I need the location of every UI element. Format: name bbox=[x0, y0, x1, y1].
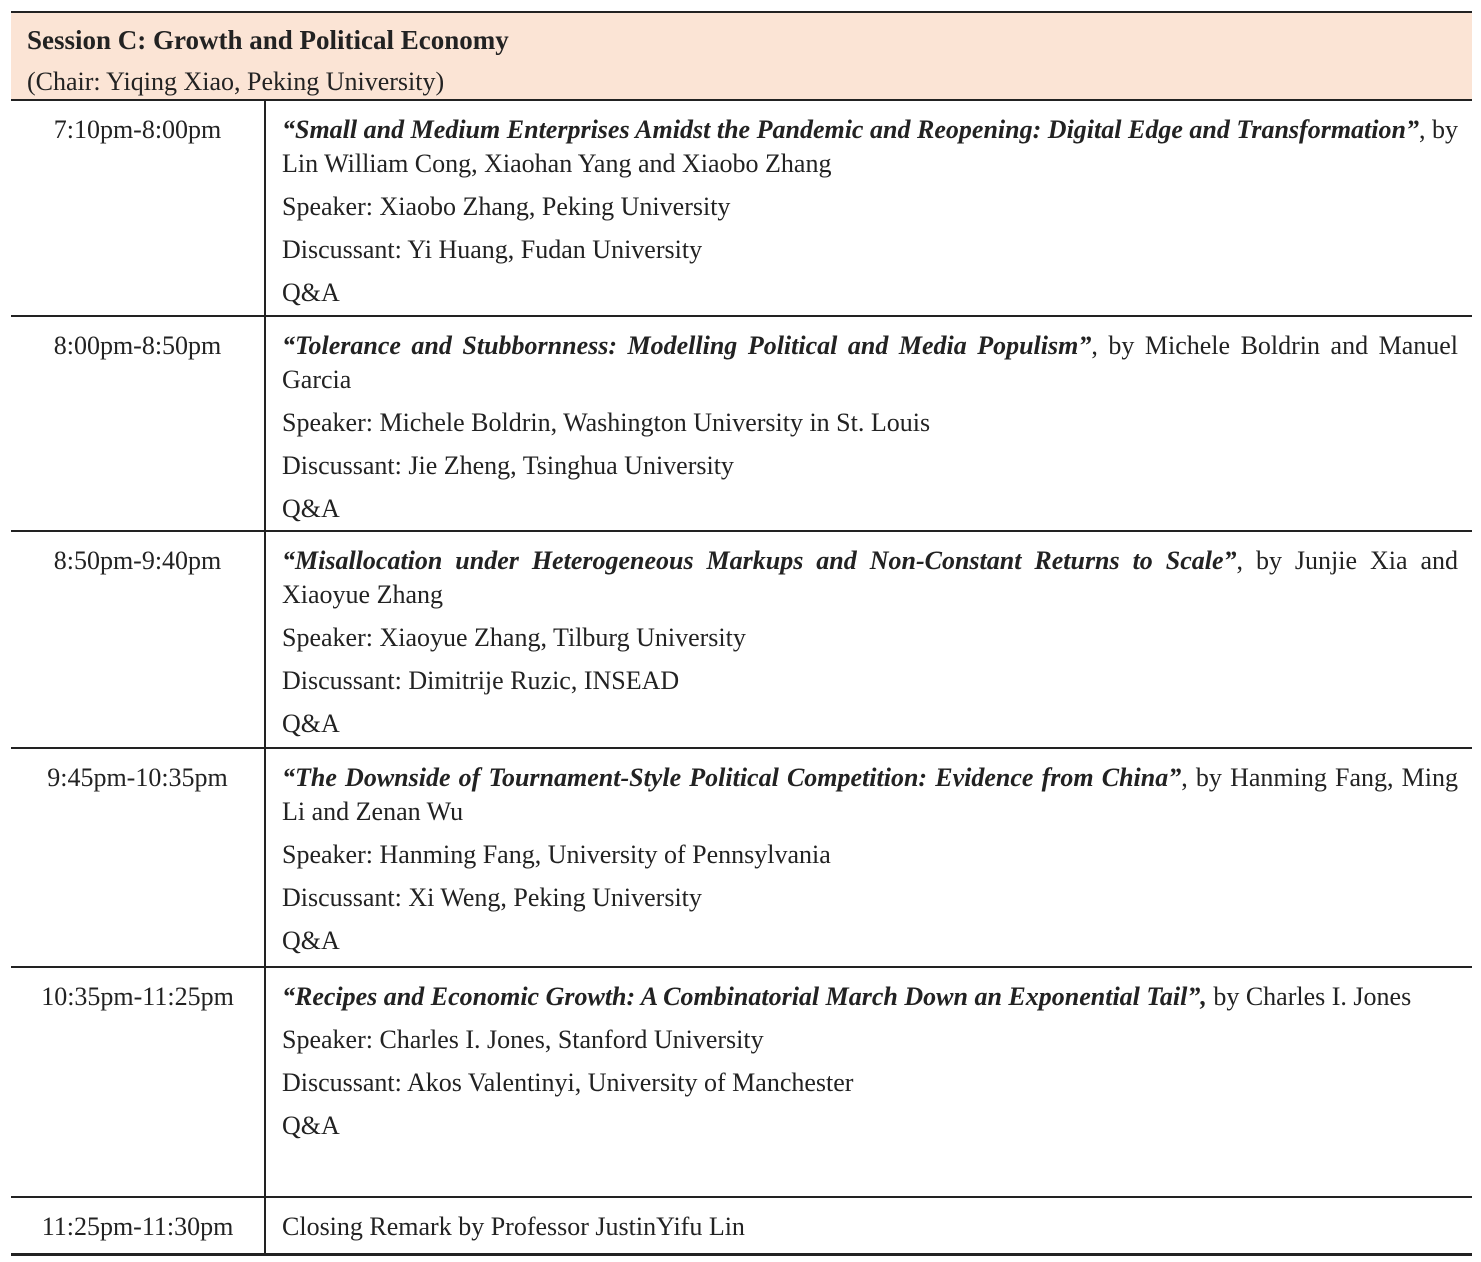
qa: Q&A bbox=[282, 1111, 340, 1140]
paper-title: “The Downside of Tournament-Style Political Competition: Evidence from China” bbox=[282, 763, 1182, 792]
paper-entry bbox=[282, 329, 1458, 397]
paper-authors: , by Junjie Xia and Xiaoyue Zhang bbox=[282, 546, 1458, 609]
discussant: Discussant: Dimitrije Ruzic, INSEAD bbox=[282, 666, 680, 695]
paper-authors: by Charles I. Jones bbox=[1206, 982, 1412, 1011]
paper-title: “Misallocation under Heterogeneous Markups and Non-Constant Returns to Scale” bbox=[282, 546, 1237, 575]
speaker: Speaker: Xiaoyue Zhang, Tilburg University bbox=[282, 623, 746, 652]
speaker: Speaker: Hanming Fang, University of Pennsylvania bbox=[282, 840, 831, 869]
session-chair: (Chair: Yiqing Xiao, Peking University) bbox=[27, 67, 445, 96]
paper-title: “Small and Medium Enterprises Amidst the Pandemic and Reopening: Digital Edge and Transformation” bbox=[282, 115, 1419, 144]
discussant: Discussant: Xi Weng, Peking University bbox=[282, 883, 702, 912]
speaker: Speaker: Xiaobo Zhang, Peking University bbox=[282, 192, 731, 221]
session-header bbox=[11, 11, 1472, 101]
qa: Q&A bbox=[282, 926, 340, 955]
qa: Q&A bbox=[282, 494, 340, 523]
paper-authors: , by Lin William Cong, Xiaohan Yang and Xiaobo Zhang bbox=[282, 115, 1458, 178]
discussant: Discussant: Jie Zheng, Tsinghua University bbox=[282, 451, 734, 480]
session-item bbox=[266, 749, 1472, 966]
discussant: Discussant: Yi Huang, Fudan University bbox=[282, 235, 703, 264]
paper-authors: , by Hanming Fang, Ming Li and Zenan Wu bbox=[282, 763, 1458, 826]
time-slot: 11:25pm-11:30pm bbox=[11, 1198, 266, 1253]
closing-row bbox=[11, 1198, 1472, 1256]
qa: Q&A bbox=[282, 278, 340, 307]
paper-entry bbox=[282, 113, 1458, 181]
session-item bbox=[266, 1198, 1472, 1253]
paper-entry bbox=[282, 544, 1458, 612]
table-row bbox=[11, 968, 1472, 1198]
discussant: Discussant: Akos Valentinyi, University of Manchester bbox=[282, 1068, 854, 1097]
paper-entry bbox=[282, 761, 1458, 829]
table-row bbox=[11, 749, 1472, 968]
time-slot: 7:10pm-8:00pm bbox=[11, 101, 266, 315]
time-slot: 9:45pm-10:35pm bbox=[11, 749, 266, 966]
session-title: Session C: Growth and Political Economy bbox=[27, 25, 509, 55]
paper-authors: , by Michele Boldrin and Manuel Garcia bbox=[282, 331, 1458, 394]
session-item bbox=[266, 968, 1472, 1196]
table-row bbox=[11, 532, 1472, 749]
session-item bbox=[266, 532, 1472, 747]
paper-title: “Tolerance and Stubbornness: Modelling Political and Media Populism” bbox=[282, 331, 1092, 360]
session-item bbox=[266, 101, 1472, 315]
time-slot: 10:35pm-11:25pm bbox=[11, 968, 266, 1196]
time-slot: 8:50pm-9:40pm bbox=[11, 532, 266, 747]
schedule-table bbox=[11, 11, 1472, 1256]
paper-title: “Recipes and Economic Growth: A Combinatorial March Down an Exponential Tail”, bbox=[282, 982, 1207, 1011]
session-item bbox=[266, 317, 1472, 530]
speaker: Speaker: Michele Boldrin, Washington University in St. Louis bbox=[282, 408, 931, 437]
table-row bbox=[11, 317, 1472, 532]
table-row bbox=[11, 101, 1472, 317]
speaker: Speaker: Charles I. Jones, Stanford University bbox=[282, 1025, 764, 1054]
closing-remark: Closing Remark by Professor JustinYifu Lin bbox=[282, 1212, 745, 1241]
time-slot: 8:00pm-8:50pm bbox=[11, 317, 266, 530]
qa: Q&A bbox=[282, 709, 340, 738]
paper-entry bbox=[282, 980, 1458, 1014]
